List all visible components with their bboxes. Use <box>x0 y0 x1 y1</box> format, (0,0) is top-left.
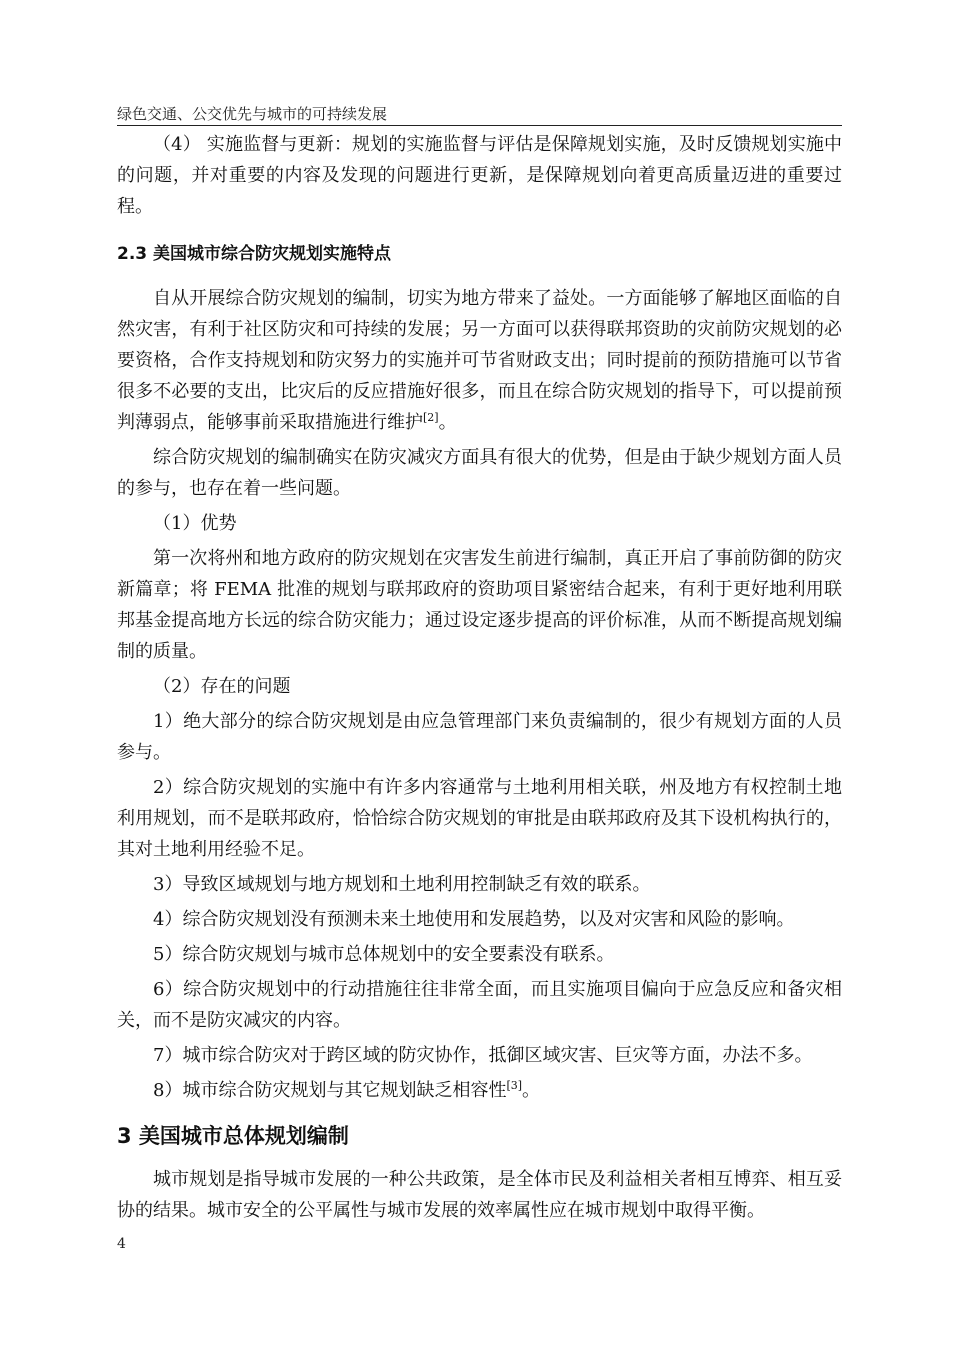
problem-item-3: 3）导致区域规划与地方规划和土地利用控制缺乏有效的联系。 <box>153 874 651 895</box>
problem-item-8 <box>117 1075 842 1106</box>
problem-item-7: 7）城市综合防灾对于跨区域的防灾协作，抵御区域灾害、巨灾等方面，办法不多。 <box>153 1045 813 1066</box>
paragraph-benefits-text: 自从开展综合防灾规划的编制，切实为地方带来了益处。一方面能够了解地区面临的自然灾害，有利于社区防灾和可持续的发展；另一方面可以获得联邦资助的灾前防灾规划的必要资格，合作支持规划和防灾努力的实施并可节省财政支出；同时提前的预防措施可以节省很多不必要的支出，比灾后的反应措施好很多，而且在综合防灾规划的指导下，可以提前预判薄弱点，能够事前采取措施进行维护 <box>117 288 842 433</box>
header-rule <box>117 125 842 126</box>
paragraph-implementation-monitoring: （4） 实施监督与更新：规划的实施监督与评估是保障规划实施，及时反馈规划实施中的问题，并对重要的内容及发现的问题进行更新，是保障规划向着更高质量迈进的重要过程。 <box>117 134 842 217</box>
problem-item-6: 6）综合防灾规划中的行动措施往往非常全面，而且实施项目偏向于应急反应和备灾相关，而不是防灾减灾的内容。 <box>117 979 842 1031</box>
problem-item-1: 1）绝大部分的综合防灾规划是由应急管理部门来负责编制的，很少有规划方面的人员参与。 <box>117 711 842 763</box>
running-header: 绿色交通、公交优先与城市的可持续发展 <box>117 105 388 123</box>
body-text <box>117 129 842 1226</box>
section-heading-3: 3 美国城市总体规划编制 <box>117 1124 349 1148</box>
problem-item-5: 5）综合防灾规划与城市总体规划中的安全要素没有联系。 <box>153 944 615 965</box>
paragraph-benefits <box>117 283 842 438</box>
problem-item-8-end: 。 <box>522 1080 541 1101</box>
citation-ref-3: [3] <box>506 1079 523 1092</box>
subheading-problems: （2）存在的问题 <box>153 676 291 697</box>
paragraph-advantages: 第一次将州和地方政府的防灾规划在灾害发生前进行编制，真正开启了事前防御的防灾新篇章；将 FEMA 批准的规划与联邦政府的资助项目紧密结合起来，有利于更好地利用联邦基金提高地方长远的综合防灾能力；通过设定逐步提高的评价标准，从而不断提高规划编制的质量。 <box>117 548 842 662</box>
problem-item-2: 2）综合防灾规划的实施中有许多内容通常与土地利用相关联，州及地方有权控制土地利用规划，而不是联邦政府，恰恰综合防灾规划的审批是由联邦政府及其下设机构执行的，其对土地利用经验不足。 <box>117 777 842 860</box>
paragraph-issues-intro: 综合防灾规划的编制确实在防灾减灾方面具有很大的优势，但是由于缺少规划方面人员的参与，也存在着一些问题。 <box>117 447 842 499</box>
paragraph-urban-planning: 城市规划是指导城市发展的一种公共政策，是全体市民及利益相关者相互博弈、相互妥协的结果。城市安全的公平属性与城市发展的效率属性应在城市规划中取得平衡。 <box>117 1169 842 1221</box>
subheading-advantages: （1）优势 <box>153 513 237 534</box>
section-heading-2-3: 2.3 美国城市综合防灾规划实施特点 <box>117 244 392 264</box>
problem-item-4: 4）综合防灾规划没有预测未来土地使用和发展趋势，以及对灾害和风险的影响。 <box>153 909 795 930</box>
citation-ref-2: [2] <box>423 411 439 424</box>
page-number: 4 <box>117 1236 126 1252</box>
paragraph-benefits-end: 。 <box>438 412 457 433</box>
problem-item-8-text: 8）城市综合防灾规划与其它规划缺乏相容性 <box>153 1080 507 1101</box>
